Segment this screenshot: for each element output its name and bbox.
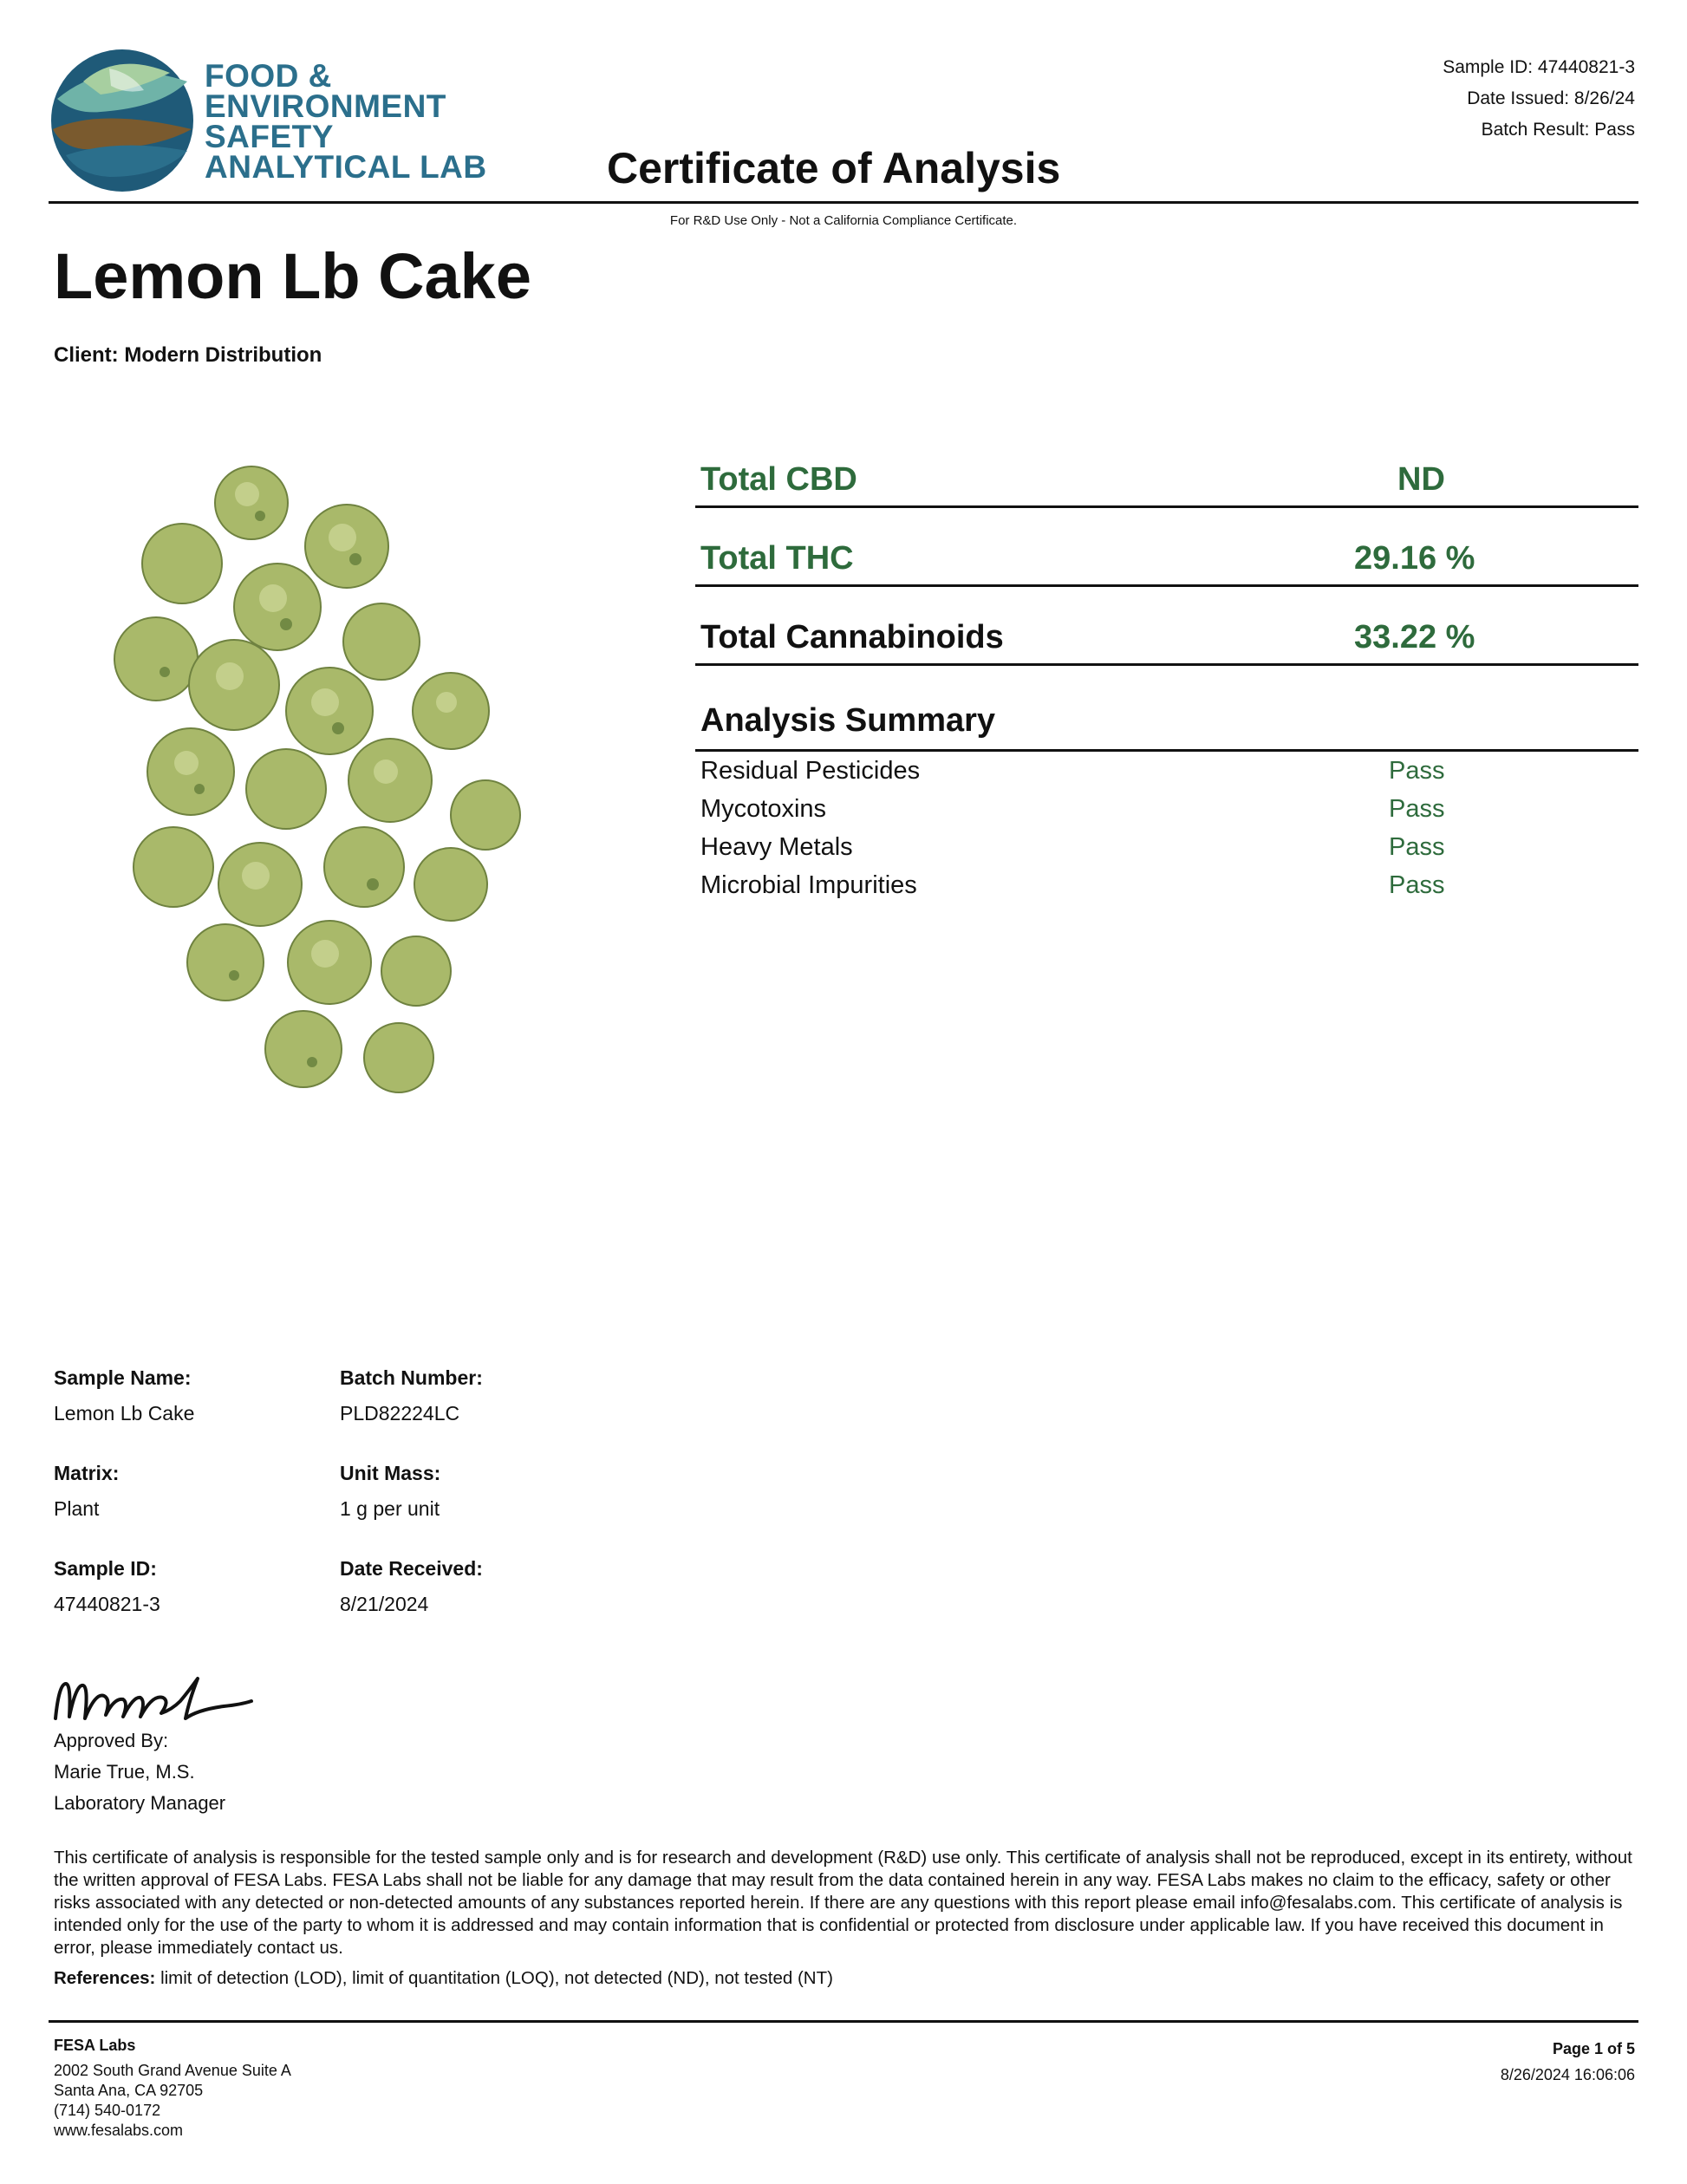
logo-line: ANALYTICAL LAB: [205, 149, 487, 185]
header-meta: [1443, 52, 1635, 146]
total-cbd-row: [695, 429, 1638, 508]
date-received-label: Date Received:: [340, 1557, 483, 1580]
logo-line: FOOD &: [205, 58, 332, 94]
matrix-value: Plant: [54, 1497, 100, 1520]
analysis-summary: [695, 702, 1638, 904]
summary-test-result: Pass: [1389, 757, 1445, 785]
footer-page-info: [1501, 2036, 1635, 2088]
sample-id-field: [54, 1557, 160, 1616]
date-received-value: 8/21/2024: [340, 1593, 429, 1615]
disclaimer: This certificate of analysis is responsible for the tested sample only and is for research and development (R&D) use only. This certificate of analysis shall not be reproduced, except in its entirety, without the written approval of FESA Labs. FESA Labs shall not be liable for any damage that may result from the data contained herein in any way. FESA Labs makes no claim to the efficacy, safety or other risks associated with any detected or non-detected amounts of any substances reported herein. If there are any questions with this report please email info@fesalabs.com. This certificate of analysis is intended only for the use of the party to whom it is addressed and may contain information that is confidential or protected from disclosure under applicable law. If you have received this document in error, please immediately contact us.: [54, 1848, 1632, 1958]
rnd-note: For R&D Use Only - Not a California Compliance Certificate.: [669, 213, 1018, 228]
client-name: Client: Modern Distribution: [54, 343, 322, 367]
total-thc-value: 29.16 %: [1354, 540, 1475, 577]
unit-mass-value: 1 g per unit: [340, 1497, 440, 1520]
sample-id-label: Sample ID:: [54, 1557, 157, 1580]
unit-mass-label: Unit Mass:: [340, 1462, 441, 1484]
sample-id-value: 47440821-3: [54, 1593, 160, 1615]
sample-name-field: [54, 1366, 194, 1425]
summary-row: [695, 866, 1638, 904]
header-divider: [49, 201, 1638, 204]
summary-row: [695, 790, 1638, 828]
references: [54, 1968, 833, 1989]
header-sample-id: Sample ID: 47440821-3: [1443, 57, 1635, 77]
logo-line: ENVIRONMENT: [205, 88, 446, 124]
sample-name-value: Lemon Lb Cake: [54, 1402, 195, 1424]
analysis-summary-title: Analysis Summary: [695, 702, 1638, 752]
summary-test-name: Mycotoxins: [700, 795, 827, 823]
cannabinoid-totals: [695, 429, 1638, 666]
logo-wordmark: [205, 58, 487, 185]
total-cannabinoids-label: Total Cannabinoids: [700, 619, 1004, 655]
page-number: Page 1 of 5: [1552, 2040, 1635, 2057]
summary-row: [695, 752, 1638, 790]
summary-test-result: Pass: [1389, 833, 1445, 861]
footer-timestamp: 8/26/2024 16:06:06: [1500, 2066, 1635, 2083]
batch-number-value: PLD82224LC: [340, 1402, 460, 1424]
summary-test-name: Microbial Impurities: [700, 871, 917, 899]
total-thc-row: [695, 508, 1638, 587]
summary-test-name: Residual Pesticides: [700, 757, 921, 785]
footer-address: [54, 2036, 291, 2141]
batch-number-field: [340, 1366, 483, 1425]
footer-address-line1: 2002 South Grand Avenue Suite A: [54, 2062, 291, 2079]
sample-name-label: Sample Name:: [54, 1366, 192, 1389]
fesa-logo-icon: [49, 47, 196, 194]
footer-address-line2: Santa Ana, CA 92705: [54, 2082, 204, 2099]
approver-role: Laboratory Manager: [54, 1792, 226, 1814]
unit-mass-field: [340, 1462, 440, 1521]
matrix-field: [54, 1462, 119, 1521]
total-cannabinoids-row: [695, 587, 1638, 666]
summary-test-result: Pass: [1389, 871, 1445, 899]
cannabis-flower-photo: [87, 451, 555, 1127]
references-label: References:: [54, 1968, 156, 1988]
header-batch-result: Batch Result: Pass: [1481, 120, 1635, 140]
batch-number-label: Batch Number:: [340, 1366, 483, 1389]
summary-test-result: Pass: [1389, 795, 1445, 823]
approved-by-label: Approved By:: [54, 1730, 169, 1751]
summary-row: [695, 828, 1638, 866]
logo-line: SAFETY: [205, 119, 334, 154]
date-received-field: [340, 1557, 483, 1616]
header-date-issued: Date Issued: 8/26/24: [1467, 88, 1635, 108]
footer-company: FESA Labs: [54, 2037, 136, 2054]
footer-phone: (714) 540-0172: [54, 2102, 161, 2119]
total-thc-label: Total THC: [700, 540, 854, 577]
matrix-label: Matrix:: [54, 1462, 120, 1484]
document-title: Certificate of Analysis: [607, 144, 1061, 192]
approval-block: [54, 1725, 225, 1819]
product-title: Lemon Lb Cake: [54, 240, 531, 312]
footer-website[interactable]: www.fesalabs.com: [54, 2122, 184, 2139]
references-text: limit of detection (LOD), limit of quantitation (LOQ), not detected (ND), not tested (NT): [155, 1968, 833, 1988]
approver-name: Marie True, M.S.: [54, 1761, 195, 1783]
summary-test-name: Heavy Metals: [700, 833, 853, 861]
total-cbd-value: ND: [1397, 461, 1445, 498]
total-cannabinoids-value: 33.22 %: [1354, 619, 1475, 655]
footer-divider: [49, 2020, 1638, 2023]
total-cbd-label: Total CBD: [700, 461, 857, 498]
signature: [50, 1658, 258, 1734]
